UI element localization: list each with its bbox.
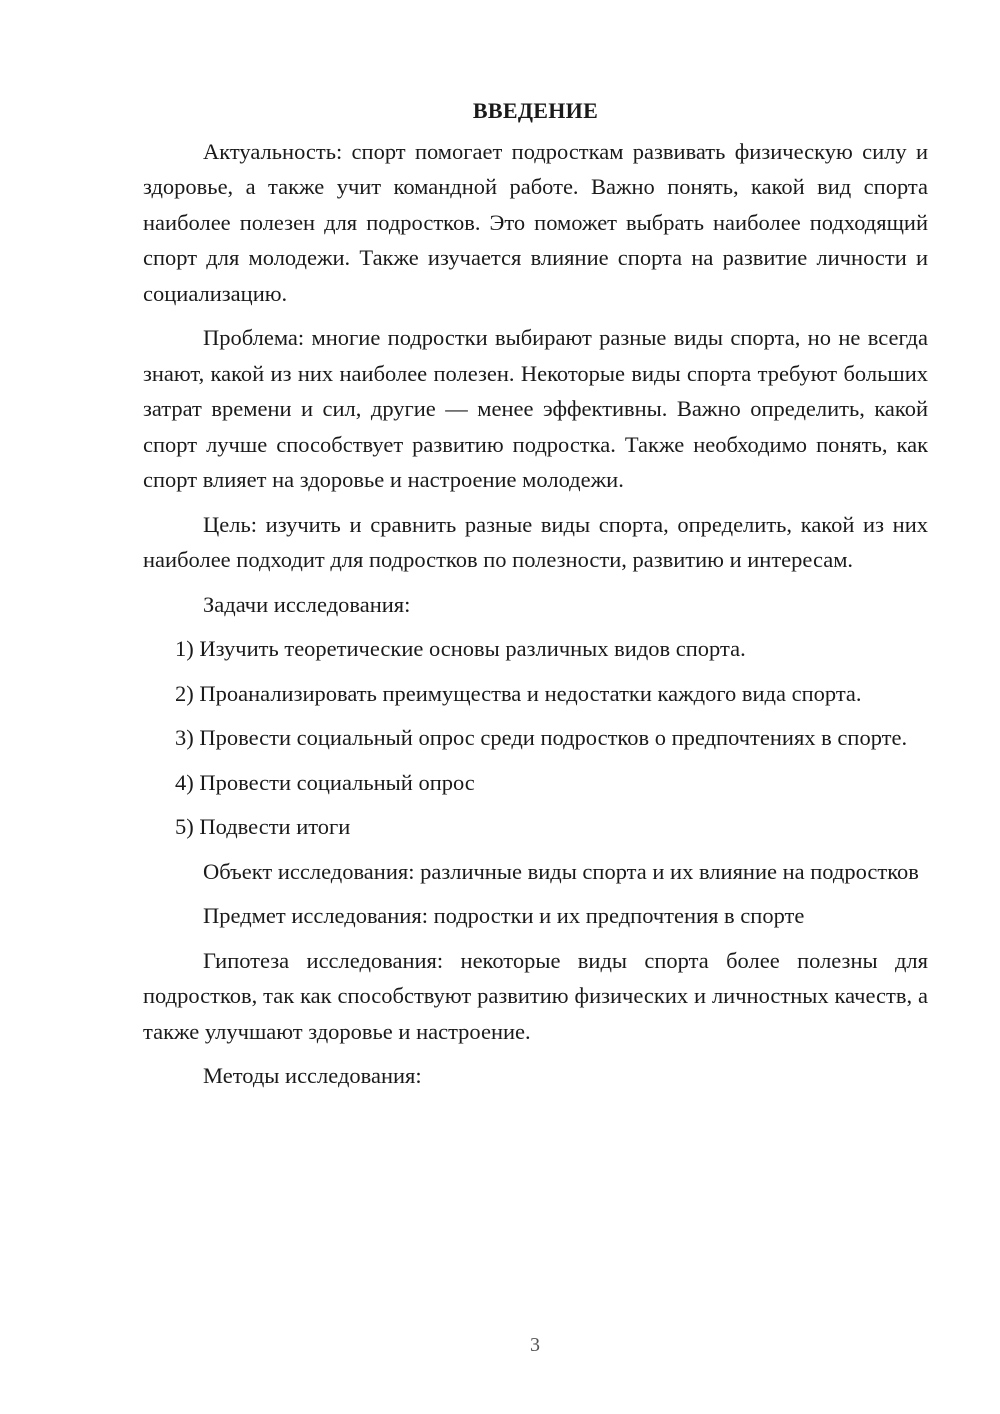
subject-paragraph: Предмет исследования: подростки и их предпочтения в спорте — [203, 903, 805, 928]
task-item-3: 3) Провести социальный опрос среди подростков о предпочтениях в спорте. — [175, 725, 908, 750]
goal-paragraph: Цель: изучить и сравнить разные виды спорта, определить, какой из них наиболее подходит для подростков по полезности, развитию и интересам. — [143, 511, 928, 572]
task-item-1: 1) Изучить теоретические основы различных видов спорта. — [175, 636, 746, 661]
page-number: 3 — [530, 1334, 540, 1356]
hypothesis-paragraph: Гипотеза исследования: некоторые виды спорта более полезны для подростков, так как способствуют развитию физических и личностных качеств, а также улучшают здоровье и настроение. — [143, 947, 928, 1044]
object-paragraph: Объект исследования: различные виды спорта и их влияние на подростков — [203, 858, 919, 884]
methods-heading: Методы исследования: — [203, 1063, 422, 1088]
tasks-heading: Задачи исследования: — [203, 591, 411, 617]
task-item-4: 4) Провести социальный опрос — [175, 769, 475, 795]
task-item-5: 5) Подвести итоги — [175, 814, 351, 839]
relevance-paragraph: Актуальность: спорт помогает подросткам развивать физическую силу и здоровье, а также учит командной работе. Важно понять, какой вид спорта наиболее полезен для подростков. Это поможет выбрать наиболее подходящий спорт для молодежи. Также изучается влияние спорта на развитие личности и социализацию. — [143, 138, 928, 306]
task-item-2: 2) Проанализировать преимущества и недостатки каждого вида спорта. — [175, 680, 862, 706]
problem-paragraph: Проблема: многие подростки выбирают разные виды спорта, но не всегда знают, какой из них наиболее полезен. Некоторые виды спорта требуют больших затрат времени и сил, другие — менее эффективны. Важно определить, какой спорт лучше способствует развитию подростка. Также необходимо понять, как спорт влияет на здоровье и настроение молодежи. — [143, 325, 928, 492]
document-page — [143, 93, 928, 1103]
section-title: ВВЕДЕНИЕ — [472, 98, 599, 123]
